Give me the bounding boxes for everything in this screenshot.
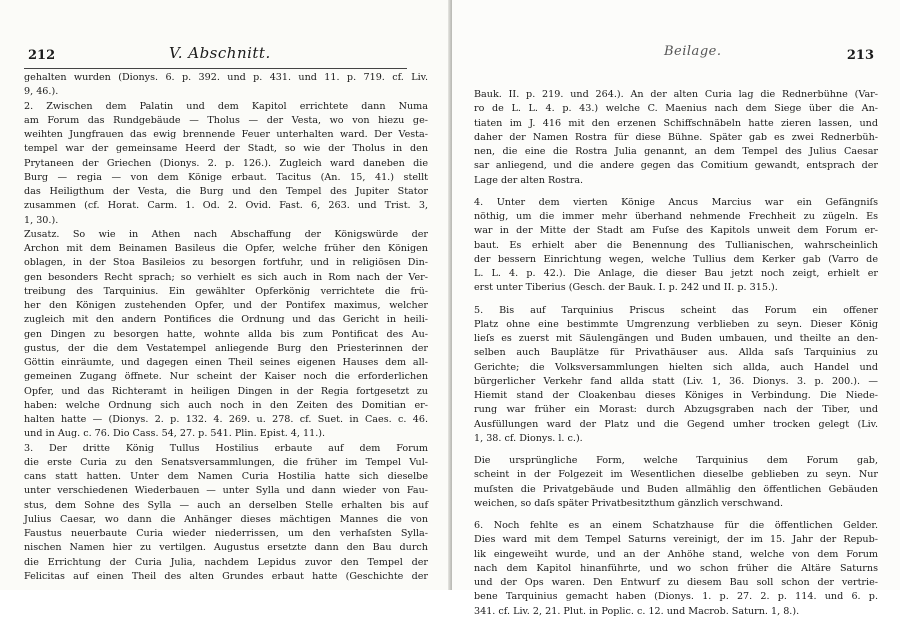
page-number-left: 212 [28,48,56,63]
text-line: L. L. 4. p. 42.). Die Anlage, die dieser Bau jetzt noch zeigt, erhielt er [474,268,878,279]
text-line: Bauk. II. p. 219. und 264.). An der alten Curia lag die Rednerbühne (Var- [474,89,878,100]
text-line: selben auch Bauplätze für Privathäuser aus. Allda saſs Tarquinius zu [474,347,878,359]
paragraph-gap [474,446,878,454]
text-line: ro de L. L. 4. p. 43.) welche C. Maenius nach dem Siege über die An- [474,103,878,115]
text-line: scheint in der Folgezeit im Wesentlichen dieselbe geblieben zu seyn. Nur [474,469,878,481]
text-line: 341. cf. Liv. 2, 21. Plut. in Poplic. c. 12. und Macrob. Saturn. 1, 8.). [474,605,800,617]
text-line: erst unter Tiberius (Gesch. der Bauk. I. p. 242 und II. p. 315.). [474,282,778,294]
text-line: nen, die eine die Rostra Julia genannt, an dem Tempel des Julius Caesar [474,146,878,157]
text-line: tempel war der gemeinsame Heerd der Stadt, so wie der Tholus in den [24,143,428,155]
right-page-header [474,44,878,88]
text-line: Dies ward mit dem Tempel Saturns vereinigt, der im 15. Jahr der Repub- [474,534,878,546]
text-line: 3. Der dritte König Tullus Hostilius erbaute auf dem Forum [24,442,428,454]
text-line: 1, 30.). [24,214,59,226]
text-line: Julius Caesar, wo dann die Anhänger dieses mächtigen Mannes die von [24,513,428,525]
text-line: daher der Namen Rostra für diese Bühne. Später gab es zwei Rednerbüh- [474,131,878,143]
text-line: oblagen, in der Stoa Basileios zu besorgen fortfuhr, und in religiösen Din- [24,257,428,269]
text-line: die erste Curia zu den Senatsversammlungen, die früher im Tempel Vul- [24,456,428,468]
text-line: sar anliegend, und die andere gegen das Comitium gewandt, entsprach der [474,160,878,172]
right-page-text [474,88,878,619]
text-line: Felicitas auf einen Theil des alten Grundes erbaut hatte (Geschichte der [24,570,428,582]
text-line: 9, 46.). [24,86,59,98]
text-line: weihten Jungfrauen das ewig brennende Feuer unterhalten ward. Der Vesta- [24,129,428,140]
text-line: weichen, so daſs später Privatbesitzthum gänzlich verschwand. [474,497,784,509]
text-line: muſsten die Privatgebäude und Buden allmählig den öffentlichen Gebäuden [474,483,878,495]
text-line: war in der Mitte der Stadt am Fuſse des Kapitols unweit dem Forum er- [474,225,878,237]
text-line: 6. Noch fehlte es an einem Schatzhause für die öffentlichen Gelder. [474,520,878,531]
text-line: Göttin einräumte, und dagegen einen Theil seines eigenen Hauses dem all- [24,357,428,368]
text-line: zugleich mit den andern Pontifices die Ordnung und das Gericht in heili- [24,314,428,326]
text-line: 1, 38. cf. Dionys. l. c.). [474,432,583,444]
text-line: zusammen (cf. Horat. Carm. 1. Od. 2. Ovid. Fast. 6, 263. und Trist. 3, [24,200,428,212]
text-line: nöthig, um die immer mehr überhand nehmende Frechheit zu zügeln. Es [474,211,878,222]
text-line: tiaten im J. 416 mit den erzenen Schiffschnäbeln hatte zieren lassen, und [474,117,878,129]
text-line: Gerichte; die Volksversammlungen hielten sich allda, auch Handel und [474,361,878,373]
text-line: cans statt hatten. Unter dem Namen Curia Hostilia hatte sich dieselbe [24,471,428,482]
text-line: baut. Es erhielt aber die Benennung des Tullianischen, wahrscheinlich [474,239,878,251]
text-line: und in Aug. c. 76. Dio Cass. 54, 27. p. 541. Plin. Epist. 4, 11.). [24,428,326,440]
running-head-left: V. Abschnitt. [169,44,271,62]
paragraph-gap [474,296,878,304]
text-line: lieſs es zuerst mit Säulengängen und Buden umbauen, und theilte an den- [474,333,878,344]
text-line: Ausfüllungen ward der Platz und die Gegend umher trocken gelegt (Liv. [474,418,878,430]
header-rule-left [24,68,407,69]
text-line: Lage der alten Rostra. [474,174,584,186]
running-head-right: Beilage. [664,44,722,59]
text-line: Burg — regia — von dem Könige erbaut. Tacitus (An. 15, 41.) stellt [24,171,428,183]
page-number-right: 213 [846,48,874,63]
text-line: bene Tarquinius gemacht haben (Dionys. 1. p. 27. 2. p. 114. und 6. p. [474,591,878,603]
text-line: und der Ops waren. Den Entwurf zu diesem Bau soll schon der vertrie- [474,577,878,588]
text-line: Hiemit stand der Cloakenbau dieses Königes in Verbindung. Die Niede- [474,390,878,401]
text-line: gen besonders Recht sprach; so verhielt es sich auch in Rom nach der Ver- [24,271,428,283]
paragraph-gap [474,511,878,519]
left-page-text [24,71,428,584]
text-line: halten hatte — (Dionys. 2. p. 132. 4. 269. u. 278. cf. Suet. in Caes. c. 46. [24,414,428,425]
text-line: bürgerlicher Verkehr fand allda statt (Liv. 1, 36. Dionys. 3. p. 200.). — [474,375,878,387]
text-line: Platz ohne eine bestimmte Umgrenzung verblieben zu seyn. Dieser König [474,318,878,330]
text-line: gemeinen Zugang öffnete. Nur scheint der Kaiser noch die erforderlichen [24,371,428,383]
text-line: rung war früher ein Morast: durch Abzugsgraben nach der Tiber, und [474,404,878,416]
text-line: haben: welche Ordnung sich auch noch in den Zeiten des Domitian er- [24,399,428,411]
text-line: gustus, der die dem Vestatempel anliegende Burg den Priesterinnen der [24,342,428,354]
text-line: stus, dem Sohne des Sylla — auch an derselben Stelle erhalten bis auf [24,499,428,511]
paragraph-gap [474,188,878,196]
text-line: her den Königen zustehenden Opfer, und der Pontifex maximus, welcher [24,300,428,311]
text-line: Faustus neuerbaute Curia wieder niederrissen, um den verhaſsten Sylla- [24,528,428,539]
text-line: die Errichtung der Curia Julia, nachdem Lepidus zuvor den Tempel der [24,556,428,568]
text-line: gehalten wurden (Dionys. 6. p. 392. und p. 431. und 11. p. 719. cf. Liv. [24,72,428,83]
left-page-header [24,46,440,66]
text-line: nach dem Kapitol hinanführte, und wo schon früher die Altäre Saturns [474,562,878,574]
text-line: am Forum das Rundgebäude — Tholus — der Vesta, wo von hiezu ge- [24,114,428,126]
right-page [452,0,900,617]
text-line: Archon mit dem Beinamen Basileus die Opfer, welche früher den Königen [24,243,428,254]
text-line: treibung des Tarquinius. Ein gewählter Opferkönig verrichtete die frü- [24,285,428,297]
text-line: 2. Zwischen dem Palatin und dem Kapitol errichtete dann Numa [24,100,428,112]
text-line: Die ursprüngliche Form, welche Tarquinius dem Forum gab, [474,455,878,466]
text-line: das Heiligthum der Vesta, die Burg und den Tempel des Jupiter Stator [24,186,428,197]
text-line: Zusatz. So wie in Athen nach Abschaffung der Königswürde der [24,228,428,240]
text-line: Prytaneen der Griechen (Dionys. 2. p. 126.). Zugleich ward daneben die [24,157,428,169]
text-line: nischen Namen hier zu vertilgen. Augustus ersetzte dann den Bau durch [24,542,428,554]
text-line: Opfer, und das Richteramt in heiligen Dingen in der Regia fortgesetzt zu [24,385,428,397]
text-line: gen Dingen zu besorgen hatte, wohnte allda bis zum Pontificat des Au- [24,328,428,340]
text-line: 5. Bis auf Tarquinius Priscus scheint das Forum ein offener [474,304,878,316]
text-line: 4. Unter dem vierten Könige Ancus Marcius war ein Gefängniſs [474,196,878,208]
left-page [0,0,452,590]
text-line: lik eingeweiht wurde, und an der Anhöhe stand, welche von dem Forum [474,548,878,560]
text-line: der bessern Einrichtung wegen, welche Tullius dem Kerker gab (Varro de [474,253,878,265]
text-line: unter verschiedenen Wiederbauen — unter Sylla und dann wieder von Fau- [24,485,428,497]
